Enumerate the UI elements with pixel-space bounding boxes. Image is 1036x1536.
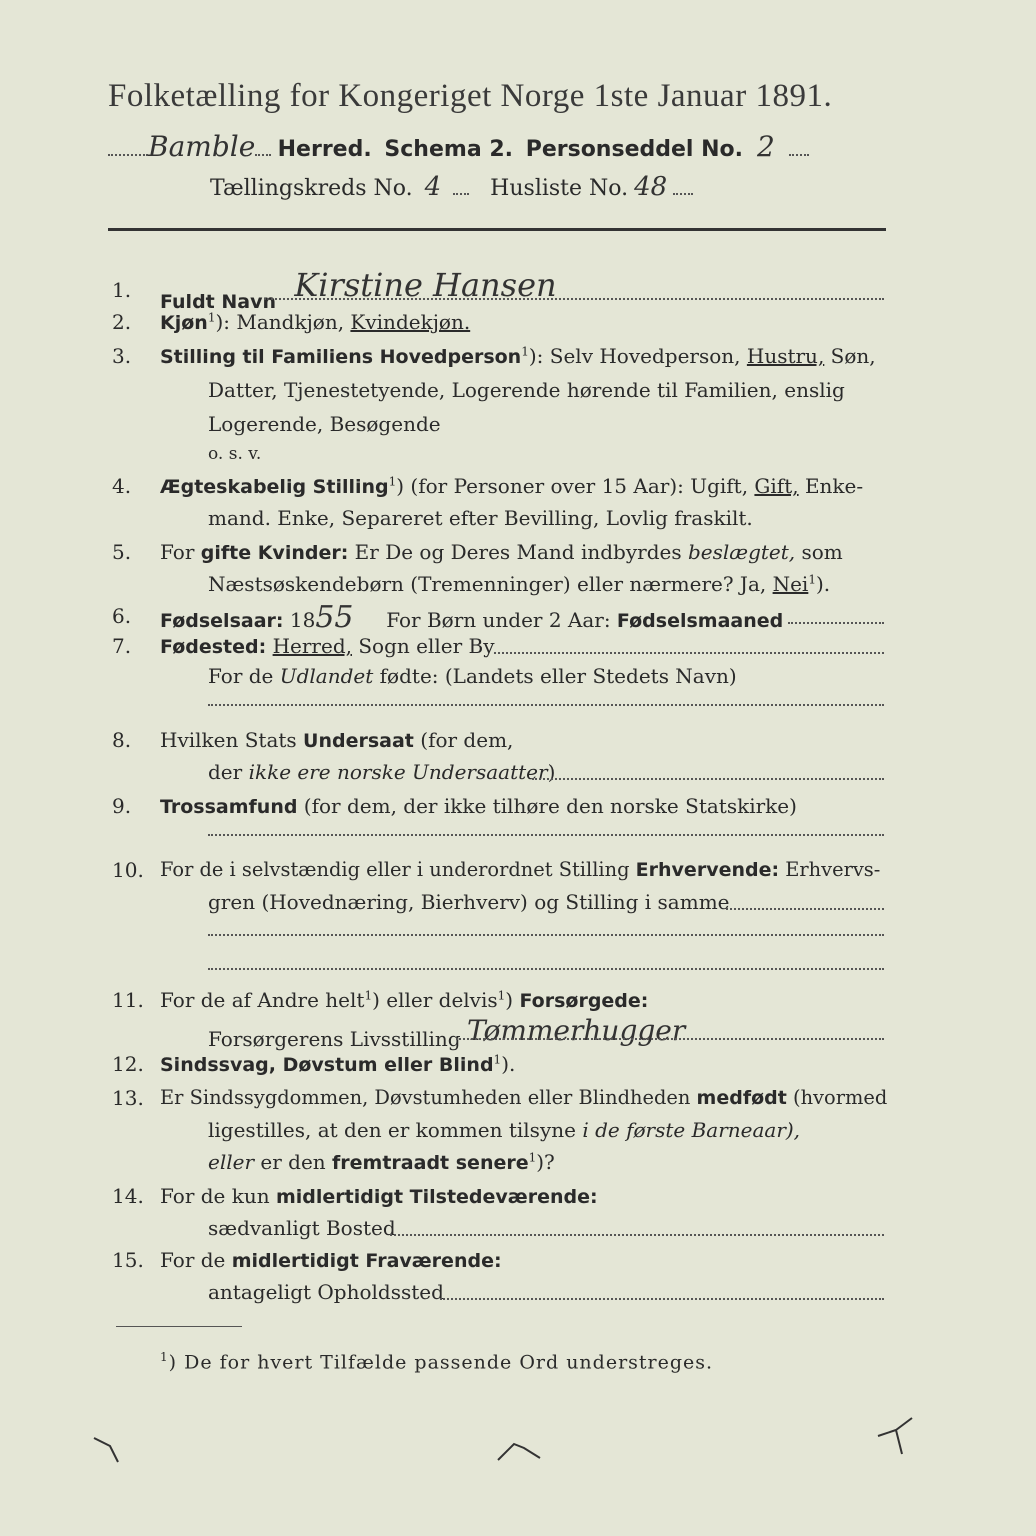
q10-number: 10. [112,858,144,882]
husliste-value: 48 [634,172,668,202]
q1-value: Kirstine Hansen [294,266,557,304]
personseddel-value: 2 [757,130,775,163]
q14-line2: sædvanligt Bosted [208,1216,396,1240]
q3-line4: o. s. v. [208,444,262,464]
corner-mark-right [872,1414,916,1458]
q7-line2: For de Udlandet fødte: (Landets eller Stedets Navn) [208,664,737,688]
q13-line1: Er Sindssygdommen, Døvstumheden eller Blindheden medfødt (hvormed [160,1086,888,1109]
herred-value: Bamble [148,130,256,163]
header-rule [108,228,886,231]
corner-mark-center [494,1430,550,1464]
q13-number: 13. [112,1086,144,1110]
q5-line2: Næstsøskendebørn (Tremenninger) eller nærmere? Ja, Nei$^1$). [208,572,831,596]
q8-line2: der ikke ere norske Undersaatter) [208,760,556,784]
q5-number: 5. [112,540,132,564]
schema-label: Schema 2. [384,137,513,162]
form-title: Folketælling for Kongeriget Norge 1ste Januar 1891. [108,78,833,114]
herred-label: Herred. [277,137,372,162]
q15-line1: For de midlertidigt Fraværende: [160,1248,502,1272]
q9-number: 9. [112,794,132,818]
q6-value: 55 [315,600,354,635]
q13-line3: eller er den fremtraadt senere$^1$)? [208,1150,555,1174]
husliste-label: Husliste No. [490,176,629,201]
footnote-rule [116,1326,242,1327]
q15-line2: antageligt Opholdssted [208,1280,444,1304]
q7-number: 7. [112,634,132,658]
q1-label: Fuldt Navn [160,291,277,313]
q6-line: Fødselsaar: 1855 For Børn under 2 Aar: Fødselsmaaned [160,600,784,635]
kreds-line [210,172,693,202]
q11-line2: Forsørgerens Livsstilling Tømmerhugger [208,1014,686,1051]
q10-line1: For de i selvstændig eller i underordnet Stilling Erhvervende: Erhvervs- [160,858,881,881]
q1-number: 1. [112,278,132,302]
q6-number: 6. [112,604,132,628]
q5-line1: For gifte Kvinder: Er De og Deres Mand indbyrdes beslægtet, som [160,540,843,564]
q8-number: 8. [112,728,132,752]
q6-dots [788,622,884,624]
q11-line1: For de af Andre helt$^1$) eller delvis$^1$) Forsørgede: [160,988,649,1012]
q8-line1: Hvilken Stats Undersaat (for dem, [160,728,514,752]
kreds-label: Tællingskreds No. [210,176,413,201]
q3-line2: Datter, Tjenestetyende, Logerende hørende til Familien, enslig [208,378,845,402]
herred-line [108,130,809,163]
q1-dots [264,298,884,300]
q9-line: Trossamfund (for dem, der ikke tilhøre den norske Statskirke) [160,794,797,818]
corner-mark-left [90,1428,130,1468]
q13-line2: ligestilles, at den er kommen tilsyne i de første Barneaar), [208,1118,801,1142]
q15-number: 15. [112,1248,144,1272]
q4-line1: Ægteskabelig Stilling$^1$) (for Personer over 15 Aar): Ugift, Gift, Enke- [160,474,864,498]
q4-line2: mand. Enke, Separeret efter Bevilling, Lovlig fraskilt. [208,506,753,530]
q4-number: 4. [112,474,132,498]
q3-number: 3. [112,344,132,368]
q7-line1: Fødested: Herred, Sogn eller By [160,634,495,658]
q3-line1: Stilling til Familiens Hovedperson$^1$): Selv Hovedperson, Hustru, Søn, [160,344,876,368]
q14-line1: For de kun midlertidigt Tilstedeværende: [160,1184,598,1208]
q2-number: 2. [112,310,132,334]
footnote: $^1$) De for hvert Tilfælde passende Ord understreges. [160,1350,714,1374]
q2-line: Kjøn$^1$): Mandkjøn, Kvindekjøn. [160,310,471,334]
q3-line3: Logerende, Besøgende [208,412,441,436]
q11-value: Tømmerhugger [466,1014,686,1047]
q14-number: 14. [112,1184,144,1208]
q11-number: 11. [112,988,144,1012]
q10-line2: gren (Hovednæring, Bierhverv) og Stilling i samme [208,890,730,914]
q12-line: Sindssvag, Døvstum eller Blind$^1$). [160,1052,516,1076]
kreds-value: 4 [424,172,442,202]
personseddel-label: Personseddel No. [525,137,743,162]
q12-number: 12. [112,1052,144,1076]
